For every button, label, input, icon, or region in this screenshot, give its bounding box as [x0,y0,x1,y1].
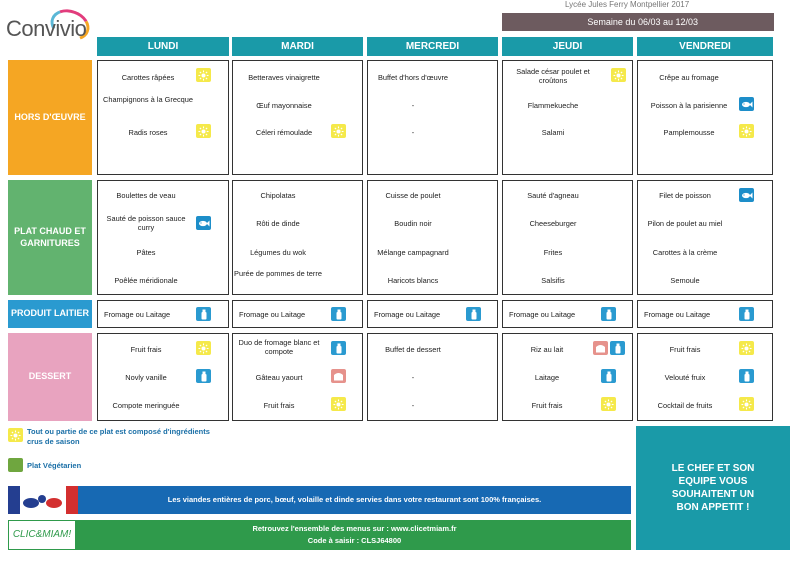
dairy-icon [331,307,346,321]
menu-item: Cocktail de fruits [657,401,713,410]
menu-item: Cheeseburger [529,219,577,228]
clicetmiam-url-line[interactable]: Retrouvez l'ensemble des menus sur : www.clicetmiam.fr [252,524,457,533]
cell-dessert-vendredi [637,333,773,421]
menu-item: Boudin noir [394,219,432,228]
category-plat: PLAT CHAUD ET GARNITURES [8,180,92,295]
menu-item: Haricots blancs [387,276,439,285]
menu-item: Fromage ou Laitage [644,310,711,319]
dairy-icon [466,307,481,321]
clicetmiam-code-line: Code à saisir : CLSJ64800 [307,536,402,545]
convivio-logo [6,10,96,50]
category-dessert: DESSERT [8,333,92,421]
day-header-mercredi: MERCREDI [367,37,498,56]
farm-animals-icon [20,486,66,514]
menu-item: Boulettes de veau [116,191,176,200]
menu-item: Riz au lait [530,345,564,354]
cell-dessert-jeudi [502,333,633,421]
cell-dessert-mardi [232,333,363,421]
logo-text: Convivio [6,16,87,41]
seasonal-sun-icon [611,68,626,82]
menu-item: Poêlée méridionale [114,276,178,285]
menu-item: - [411,101,415,110]
menu-item: Buffet d'hors d'œuvre [377,73,449,82]
cell-hors-doeuvre-jeudi [502,60,633,175]
menu-item: Salade césar poulet et croûtons [516,67,590,86]
menu-item: Pilon de poulet au miel [647,219,723,228]
menu-item: Œuf mayonnaise [256,101,312,110]
dairy-icon [739,369,754,383]
menu-item: Filet de poisson [659,191,711,200]
menu-item: Fromage ou Laitage [104,310,171,319]
menu-item: Fruit frais [130,345,162,354]
menu-item: Pâtes [136,248,156,257]
cell-laitier-jeudi [502,300,633,328]
fish-icon [739,97,754,111]
menu-item: Salsifis [541,276,565,285]
menu-item: Fromage ou Laitage [509,310,576,319]
menu-item: Légumes du wok [250,248,306,257]
cell-hors-doeuvre-mercredi [367,60,498,175]
menu-item: Champignons à la Grecque [103,95,193,104]
menu-item: Crêpe au fromage [659,73,719,82]
menu-item: Sauté d'agneau [527,191,579,200]
menu-item: Sauté de poisson sauce curry [106,214,186,233]
dairy-icon [601,369,616,383]
menu-item: Cuisse de poulet [385,191,441,200]
menu-item: Fromage ou Laitage [239,310,306,319]
cell-laitier-lundi [97,300,229,328]
seasonal-sun-icon [739,124,754,138]
menu-item: Buffet de dessert [385,345,441,354]
menu-item: Fruit frais [263,401,295,410]
cell-laitier-mercredi [367,300,498,328]
cell-dessert-mercredi [367,333,498,421]
menu-item: - [411,401,415,410]
seasonal-sun-icon [331,124,346,138]
fish-icon [196,216,211,230]
cell-laitier-vendredi [637,300,773,328]
menu-item: Compote meringuée [112,401,180,410]
menu-item: Rôti de dinde [256,219,300,228]
dairy-icon [196,307,211,321]
french-flag-icon [8,486,78,514]
cell-hors-doeuvre-mardi [232,60,363,175]
seasonal-sun-icon [739,341,754,355]
cell-plat-vendredi [637,180,773,295]
menu-item: Betteraves vinaigrette [248,73,320,82]
menu-item: Purée de pommes de terre [234,269,322,278]
menu-item: Gâteau yaourt [255,373,303,382]
chef-message [636,426,790,550]
menu-item: Fruit frais [669,345,701,354]
cell-hors-doeuvre-vendredi [637,60,773,175]
day-header-lundi: LUNDI [97,37,229,56]
vegetarian-icon [8,458,23,472]
day-header-mardi: MARDI [232,37,363,56]
dairy-icon [739,307,754,321]
cell-hors-doeuvre-lundi [97,60,229,175]
header-cut-text: Lycée Jules Ferry Montpellier 2017 [565,0,690,9]
menu-item: Carottes râpées [121,73,175,82]
cell-plat-jeudi [502,180,633,295]
homemade-cake-icon [593,341,608,355]
menu-item: Velouté fruix [664,373,706,382]
french-meat-banner [8,486,631,514]
menu-item: Radis roses [128,128,168,137]
day-header-vendredi: VENDREDI [637,37,773,56]
cell-laitier-mardi [232,300,363,328]
menu-item: Pamplemousse [663,128,715,137]
menu-item: Fromage ou Laitage [374,310,441,319]
seasonal-sun-icon [601,397,616,411]
menu-item: Novly vanille [125,373,167,382]
seasonal-sun-icon [196,341,211,355]
clicetmiam-logo: CLIC&MIAM! [8,520,76,550]
menu-item: Poisson à la parisienne [650,101,728,110]
menu-item: Duo de fromage blanc et compote [238,338,320,357]
category-laitier: PRODUIT LAITIER [8,300,92,328]
legend-vegetarian: Plat Végétarien [27,461,82,470]
clicetmiam-text [88,523,621,547]
dairy-icon [601,307,616,321]
seasonal-sun-icon [196,68,211,82]
day-header-jeudi: JEUDI [502,37,633,56]
cell-plat-mercredi [367,180,498,295]
week-banner: Semaine du 06/03 au 12/03 [502,13,774,31]
cell-plat-lundi [97,180,229,295]
menu-item: - [411,373,415,382]
menu-item: Carottes à la crème [652,248,718,257]
dairy-icon [610,341,625,355]
dairy-icon [331,341,346,355]
legend-seasonal: Tout ou partie de ce plat est composé d'ingrédients crus de saison [27,427,210,446]
cell-dessert-lundi [97,333,229,421]
menu-item: Laitage [534,373,560,382]
clicetmiam-banner [8,520,631,550]
seasonal-sun-icon [331,397,346,411]
homemade-cake-icon [331,369,346,383]
seasonal-sun-icon [196,124,211,138]
menu-item: Flammekueche [527,101,579,110]
seasonal-sun-icon [739,397,754,411]
menu-item: Céleri rémoulade [255,128,313,137]
category-hors-doeuvre: HORS D'ŒUVRE [8,60,92,175]
menu-item: Chipolatas [260,191,296,200]
menu-item: Salami [541,128,565,137]
dairy-icon [196,369,211,383]
menu-item: Semoule [670,276,700,285]
menu-item: Frites [543,248,563,257]
chef-message-text: LE CHEF ET SON EQUIPE VOUS SOUHAITENT UN BON APPETIT ! [671,463,755,513]
cell-plat-mardi [232,180,363,295]
menu-item: Mélange campagnard [377,248,449,257]
seasonal-sun-icon [8,428,23,442]
french-meat-text: Les viandes entières de porc, bœuf, volaille et dinde servies dans votre restaurant sont 100% françaises. [167,495,542,504]
menu-item: Fruit frais [531,401,563,410]
menu-item: - [411,128,415,137]
fish-icon [739,188,754,202]
